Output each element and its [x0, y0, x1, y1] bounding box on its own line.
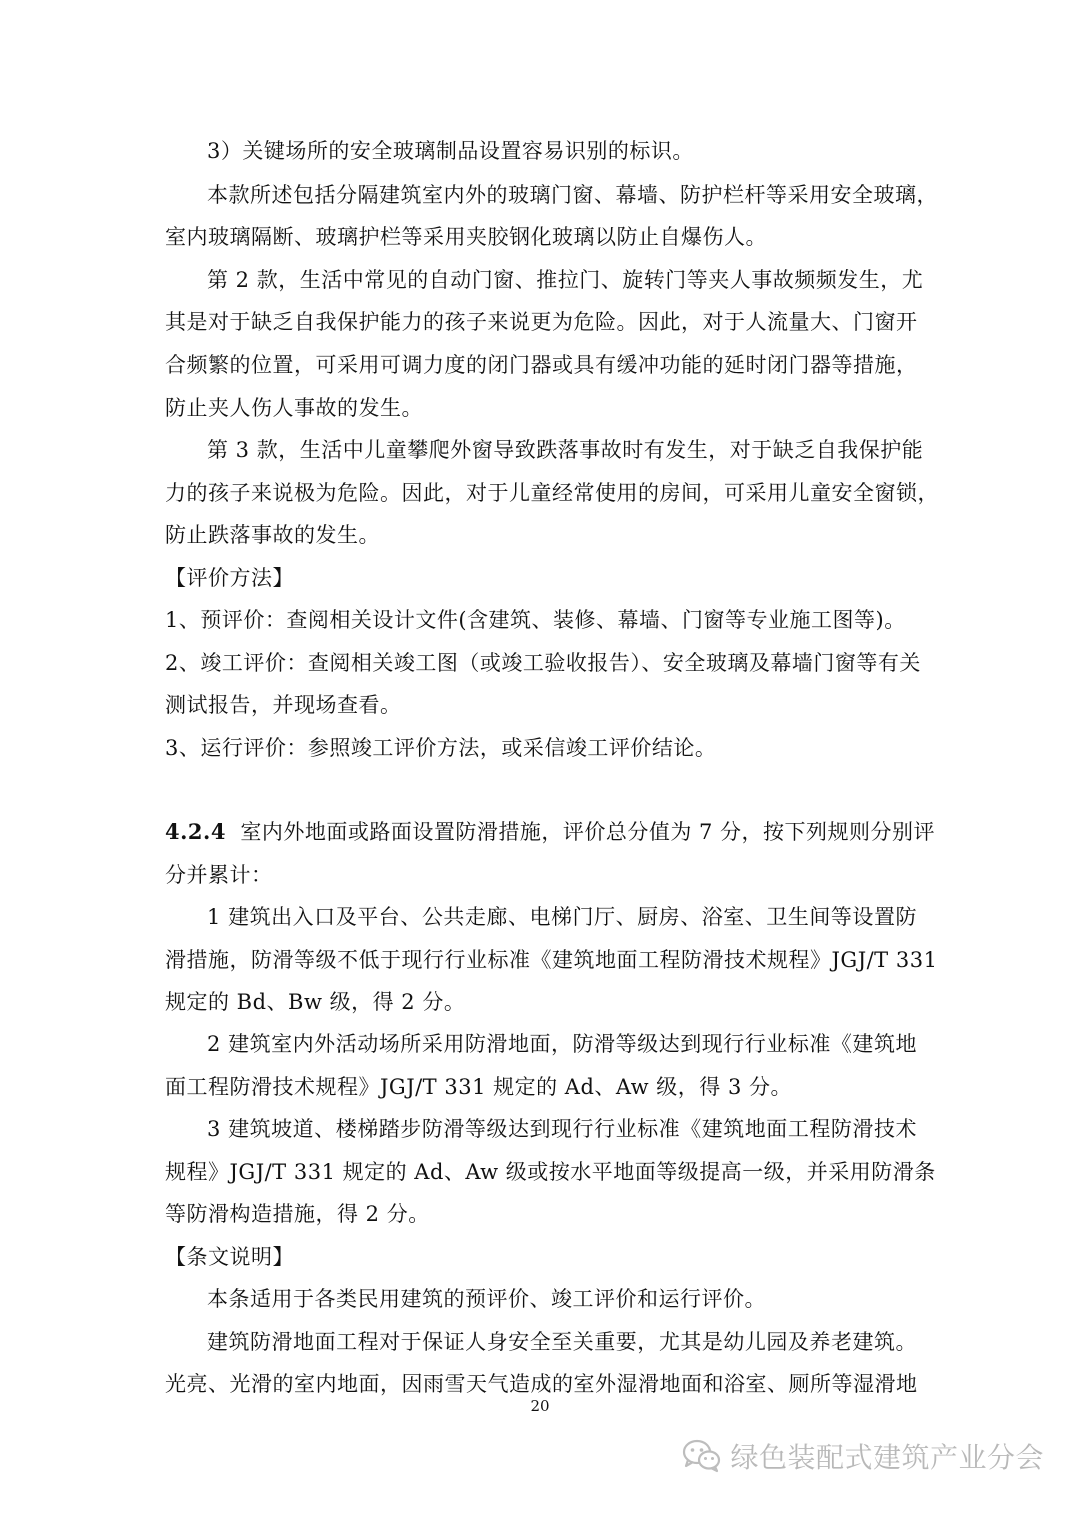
text-line-14: 测试报告，并现场查看。	[165, 693, 402, 717]
clause-number: 4.2.4	[165, 819, 226, 844]
text-line-12: 1、预评价：查阅相关设计文件(含建筑、装修、幕墙、门窗等专业施工图等)。	[165, 608, 906, 632]
text-line-9: 力的孩子来说极为危险。因此，对于儿童经常使用的房间，可采用儿童安全窗锁，	[165, 481, 939, 505]
text-line-18: 1 建筑出入口及平台、公共走廊、电梯门厅、厨房、浴室、卫生间等设置防	[207, 905, 917, 929]
clause-line-1	[165, 817, 936, 847]
page-number: 20	[530, 1397, 550, 1415]
text-line-24: 规程》JGJ/T 331 规定的 Ad、Aw 级或按水平地面等级提高一级，并采用防滑条	[165, 1160, 936, 1184]
text-line-1: 3）关键场所的安全玻璃制品设置容易识别的标识。	[207, 139, 694, 163]
text-line-6: 合频繁的位置，可采用可调力度的闭门器或具有缓冲功能的延时闭门器等措施，	[165, 353, 918, 377]
text-line-19: 滑措施，防滑等级不低于现行行业标准《建筑地面工程防滑技术规程》JGJ/T 331	[165, 948, 938, 972]
text-line-5: 其是对于缺乏自我保护能力的孩子来说更为危险。因此，对于人流量大、门窗开	[165, 310, 918, 334]
text-line-21: 2 建筑室内外活动场所采用防滑地面，防滑等级达到现行行业标准《建筑地	[207, 1032, 917, 1056]
text-line-25: 等防滑构造措施，得 2 分。	[165, 1202, 430, 1226]
section-heading-evaluation-method: 【评价方法】	[165, 566, 294, 590]
text-line-29: 光亮、光滑的室内地面，因雨雪天气造成的室外湿滑地面和浴室、厕所等湿滑地	[165, 1372, 918, 1396]
text-line-27: 本条适用于各类民用建筑的预评价、竣工评价和运行评价。	[207, 1287, 766, 1311]
text-line-4: 第 2 款，生活中常见的自动门窗、推拉门、旋转门等夹人事故频频发生，尤	[207, 268, 924, 292]
text-line-7: 防止夹人伤人事故的发生。	[165, 396, 423, 420]
watermark-text: 绿色装配式建筑产业分会	[730, 1441, 1044, 1474]
text-line-20: 规定的 Bd、Bw 级，得 2 分。	[165, 990, 466, 1014]
text-line-15: 3、运行评价：参照竣工评价方法，或采信竣工评价结论。	[165, 736, 717, 760]
text-line-8: 第 3 款，生活中儿童攀爬外窗导致跌落事故时有发生，对于缺乏自我保护能	[207, 438, 924, 462]
text-line-13: 2、竣工评价：查阅相关竣工图（或竣工验收报告）、安全玻璃及幕墙门窗等有关	[165, 651, 921, 675]
text-line-22: 面工程防滑技术规程》JGJ/T 331 规定的 Ad、Aw 级，得 3 分。	[165, 1075, 792, 1099]
text-line-3: 室内玻璃隔断、玻璃护栏等采用夹胶钢化玻璃以防止自爆伤人。	[165, 225, 767, 249]
text-line-28: 建筑防滑地面工程对于保证人身安全至关重要，尤其是幼儿园及养老建筑。	[207, 1330, 917, 1354]
section-heading-clause-explanation: 【条文说明】	[165, 1245, 294, 1269]
text-line-17: 分并累计：	[165, 863, 273, 887]
text-line-2: 本款所述包括分隔建筑室内外的玻璃门窗、幕墙、防护栏杆等采用安全玻璃，	[207, 183, 938, 207]
wechat-icon	[682, 1439, 722, 1473]
text-line-23: 3 建筑坡道、楼梯踏步防滑等级达到现行行业标准《建筑地面工程防滑技术	[207, 1117, 917, 1141]
clause-title: 室内外地面或路面设置防滑措施，评价总分值为 7 分，按下列规则分别评	[240, 820, 936, 844]
text-line-10: 防止跌落事故的发生。	[165, 523, 380, 547]
watermark	[682, 1436, 1044, 1476]
